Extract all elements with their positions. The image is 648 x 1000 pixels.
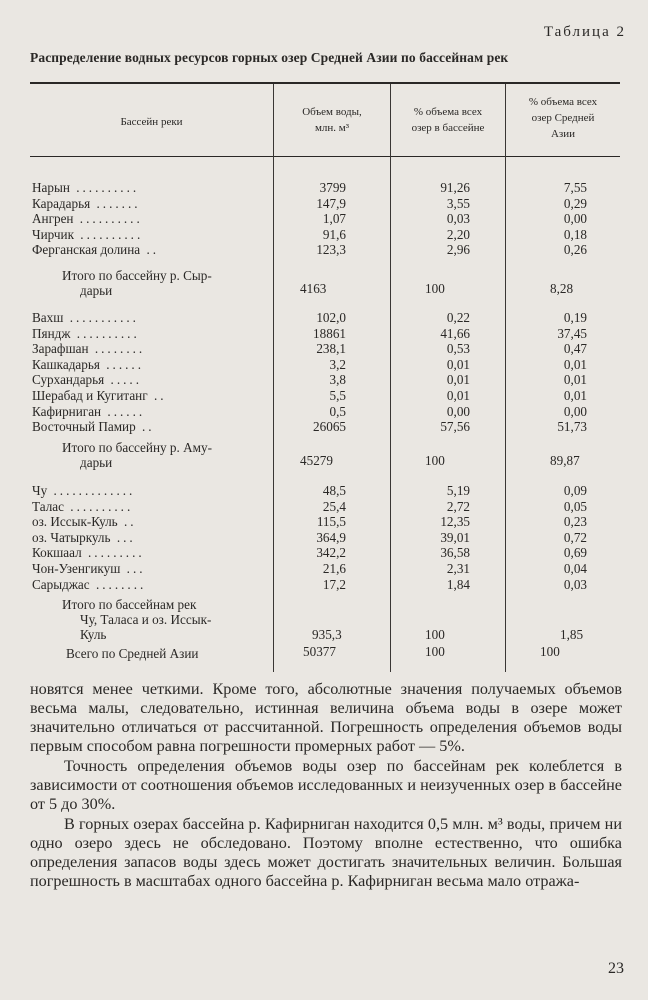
header-pct-basin: % объема всех озер в бассейне: [411, 106, 485, 134]
basin-name: Ангрен: [32, 211, 74, 227]
volume-cell: 3,8: [329, 372, 346, 388]
row-name: [32, 310, 139, 325]
volume-cell: 0,5: [329, 403, 346, 419]
basin-name: Кафирниган: [32, 403, 102, 419]
paragraph: новятся менее четкими. Кроме того, абсолютные значения получаемых объемов весьма малы, следовательно, истинная величина объема воды в озере может значительно отличаться от рассчитанной. Погрешность определения объемов воды первым способом равна погрешности промерных работ — 5%.: [30, 680, 622, 755]
pct-basin-cell: 91,26: [440, 180, 470, 195]
basin-name: Кокшаал: [32, 545, 82, 561]
table-row: [0, 357, 648, 372]
table-row: [0, 499, 648, 514]
basin-name: Чон-Узенгикуш: [32, 561, 121, 576]
pct-ca-cell: 0,23: [563, 514, 587, 530]
basin-name: Зарафшан: [32, 341, 89, 357]
leader-dots: ..........: [63, 498, 134, 514]
subtotal-volume: 935,3: [312, 627, 342, 642]
subtotal-pct-ca: 8,28: [550, 281, 574, 296]
pct-basin-cell: 0,22: [446, 310, 470, 325]
table-row: [0, 577, 648, 592]
pct-basin-cell: 2,31: [446, 561, 470, 576]
volume-cell: 364,9: [316, 529, 346, 545]
pct-ca-cell: 0,00: [563, 211, 587, 227]
table-row: [0, 326, 648, 341]
grand-total-pct-ca: 100: [540, 644, 560, 659]
basin-name: Ферганская долина: [32, 242, 141, 258]
row-name: [32, 561, 146, 576]
paragraph: В горных озерах бассейна р. Кафирниган находится 0,5 млн. м³ воды, причем ни одно озеро здесь не обследовано. Поэтому вполне естественно, что ошибка определения запасов воды здесь может достигать значительных величин. Большая погрешность в масштабах одного бассейна р. Кафирниган весьма мало отража-: [30, 815, 622, 890]
pct-ca-cell: 0,01: [563, 388, 587, 403]
subtotal-label: Чу, Таласа и оз. Иссык-: [80, 612, 212, 627]
row-name: [32, 483, 135, 498]
basin-name: оз. Чатыркуль: [32, 529, 111, 545]
pct-basin-cell: 0,01: [446, 372, 470, 388]
pct-ca-cell: 0,01: [563, 356, 587, 372]
leader-dots: ..........: [69, 180, 140, 195]
pct-basin-cell: 0,01: [446, 356, 470, 372]
row-name: [32, 419, 155, 434]
table-row: [0, 483, 648, 498]
row-name: [32, 357, 144, 372]
volume-cell: 238,1: [316, 341, 346, 357]
row-name: [32, 404, 145, 419]
volume-cell: 3,2: [329, 356, 346, 372]
pct-ca-cell: 0,03: [563, 576, 587, 592]
volume-cell: 26065: [313, 419, 346, 435]
subtotal-label: Итого по бассейнам рек: [62, 597, 197, 612]
basin-name: Кашкадарья: [32, 356, 100, 372]
volume-cell: 3799: [319, 180, 346, 195]
pct-ca-cell: 0,01: [563, 372, 587, 388]
subtotal-pct-ca: 1,85: [560, 627, 584, 642]
leader-dots: ..........: [74, 226, 144, 242]
basin-name: Сурхандарья: [32, 372, 105, 388]
header-bottom-rule: [30, 156, 620, 157]
subtotal-pct-basin: 100: [425, 627, 445, 642]
pct-basin-cell: 1,84: [446, 576, 470, 592]
pct-ca-cell: 0,72: [563, 529, 587, 545]
grand-total-volume: 50377: [303, 644, 336, 659]
row-name: [32, 341, 145, 356]
leader-dots: ..........: [73, 211, 143, 227]
row-name: [32, 211, 143, 226]
leader-dots: .....: [104, 372, 143, 388]
pct-ca-cell: 0,26: [563, 242, 587, 258]
pct-ca-cell: 0,19: [563, 310, 587, 325]
row-name: [32, 196, 141, 211]
page-number: 23: [608, 960, 624, 977]
pct-ca-cell: 0,00: [563, 403, 587, 419]
pct-basin-cell: 39,01: [440, 529, 470, 545]
pct-ca-cell: 51,73: [557, 419, 587, 435]
leader-dots: ......: [99, 356, 145, 372]
table-row: [0, 404, 648, 419]
volume-cell: 18861: [313, 325, 346, 341]
table-row: [0, 530, 648, 545]
volume-cell: 147,9: [316, 195, 346, 211]
subtotal-label: Итого по бассейну р. Аму-: [62, 440, 212, 455]
row-name: [32, 242, 159, 257]
pct-ca-cell: 0,47: [563, 341, 587, 357]
basin-name: Чу: [32, 483, 48, 498]
table-row: [0, 310, 648, 325]
header-pct-central-asia: % объема всех озер Средней Азии: [528, 96, 598, 140]
basin-name: Пяндж: [32, 325, 71, 341]
subtotal-pct-ca: 89,87: [550, 453, 580, 468]
table-row: [0, 372, 648, 387]
volume-cell: 48,5: [322, 483, 346, 498]
volume-cell: 17,2: [322, 576, 346, 592]
table-row: [0, 196, 648, 211]
pct-basin-cell: 0,53: [446, 341, 470, 357]
volume-cell: 115,5: [316, 514, 346, 530]
leader-dots: ...........: [63, 310, 139, 325]
basin-name: Чирчик: [32, 226, 74, 242]
header-basin: Бассейн реки: [120, 116, 183, 128]
volume-cell: 342,2: [316, 545, 346, 561]
volume-cell: 25,4: [322, 498, 346, 514]
pct-basin-cell: 5,19: [446, 483, 470, 498]
pct-ca-cell: 0,69: [563, 545, 587, 561]
grand-total-label: Всего по Средней Азии: [66, 646, 199, 661]
basin-name: оз. Иссык-Куль: [32, 514, 118, 530]
pct-basin-cell: 12,35: [440, 514, 470, 530]
subtotal-label: дарьи: [80, 283, 113, 298]
pct-ca-cell: 0,05: [563, 498, 587, 514]
table-row: [0, 227, 648, 242]
pct-basin-cell: 36,58: [440, 545, 470, 561]
table-top-rule: [30, 82, 620, 84]
pct-basin-cell: 2,72: [446, 498, 470, 514]
leader-dots: ........: [89, 576, 147, 592]
subtotal-volume: 45279: [300, 453, 333, 468]
leader-dots: ..: [135, 419, 155, 435]
table-row: [0, 545, 648, 560]
pct-ca-cell: 0,09: [563, 483, 587, 498]
pct-basin-cell: 41,66: [440, 325, 470, 341]
row-name: [32, 372, 142, 387]
table-row: [0, 419, 648, 434]
table-row: [0, 211, 648, 226]
pct-basin-cell: 2,20: [446, 226, 470, 242]
volume-cell: 123,3: [316, 242, 346, 258]
row-name: [32, 180, 139, 195]
pct-basin-cell: 0,03: [446, 211, 470, 227]
basin-name: Талас: [32, 498, 64, 514]
pct-basin-cell: 0,00: [446, 403, 470, 419]
row-name: [32, 577, 146, 592]
basin-name: Шерабад и Кугитанг: [32, 388, 148, 403]
volume-cell: 91,6: [322, 226, 346, 242]
volume-cell: 21,6: [322, 561, 346, 576]
subtotal-label: Итого по бассейну р. Сыр-: [62, 268, 212, 283]
paragraph: Точность определения объемов воды озер по бассейнам рек колеблется в зависимости от соотношения объемов исследованных и неизученных озер в бассейне от 5 до 30%.: [30, 757, 622, 813]
leader-dots: ..........: [70, 325, 140, 341]
table-row: [0, 341, 648, 356]
leader-dots: ..: [117, 514, 137, 530]
pct-ca-cell: 0,18: [563, 226, 587, 242]
pct-basin-cell: 0,01: [446, 388, 470, 403]
leader-dots: ......: [101, 403, 146, 419]
pct-ca-cell: 0,04: [563, 561, 587, 576]
row-name: [32, 545, 145, 560]
subtotal-label: Куль: [80, 627, 107, 642]
pct-ca-cell: 37,45: [557, 325, 587, 341]
leader-dots: .............: [47, 483, 136, 498]
row-name: [32, 326, 140, 341]
volume-cell: 102,0: [316, 310, 346, 325]
table-row: [0, 242, 648, 257]
pct-basin-cell: 2,96: [446, 242, 470, 258]
pct-ca-cell: 0,29: [563, 195, 587, 211]
basin-name: Вахш: [32, 310, 64, 325]
basin-name: Восточный Памир: [32, 419, 136, 435]
subtotal-pct-basin: 100: [425, 281, 445, 296]
row-name: [32, 499, 133, 514]
leader-dots: ..: [140, 242, 160, 258]
grand-total-pct-basin: 100: [425, 644, 445, 659]
table-row: [0, 514, 648, 529]
body-text: [30, 680, 622, 892]
row-name: [32, 514, 137, 529]
basin-name: Нарын: [32, 180, 70, 195]
row-name: [32, 530, 136, 545]
pct-basin-cell: 57,56: [440, 419, 470, 435]
leader-dots: ...: [110, 529, 136, 545]
row-name: [32, 388, 167, 403]
leader-dots: ........: [88, 341, 146, 357]
volume-cell: 1,07: [322, 211, 346, 227]
table-title: Распределение водных ресурсов горных озер Средней Азии по бассейнам рек: [30, 50, 509, 65]
leader-dots: .......: [90, 195, 141, 211]
volume-cell: 5,5: [329, 388, 346, 403]
table-row: [0, 388, 648, 403]
subtotal-label: дарьи: [80, 455, 113, 470]
subtotal-volume: 4163: [300, 281, 327, 296]
row-name: [32, 227, 143, 242]
leader-dots: ..: [147, 388, 167, 403]
header-volume: Объем воды, млн. м³: [302, 106, 362, 134]
basin-name: Сарыджас: [32, 576, 90, 592]
leader-dots: ...: [120, 561, 146, 576]
table-row: [0, 561, 648, 576]
leader-dots: .........: [81, 545, 145, 561]
pct-basin-cell: 3,55: [446, 195, 470, 211]
table-row: [0, 180, 648, 195]
basin-name: Карадарья: [32, 195, 91, 211]
pct-ca-cell: 7,55: [563, 180, 587, 195]
table-label: Таблица 2: [543, 24, 626, 40]
subtotal-pct-basin: 100: [425, 453, 445, 468]
